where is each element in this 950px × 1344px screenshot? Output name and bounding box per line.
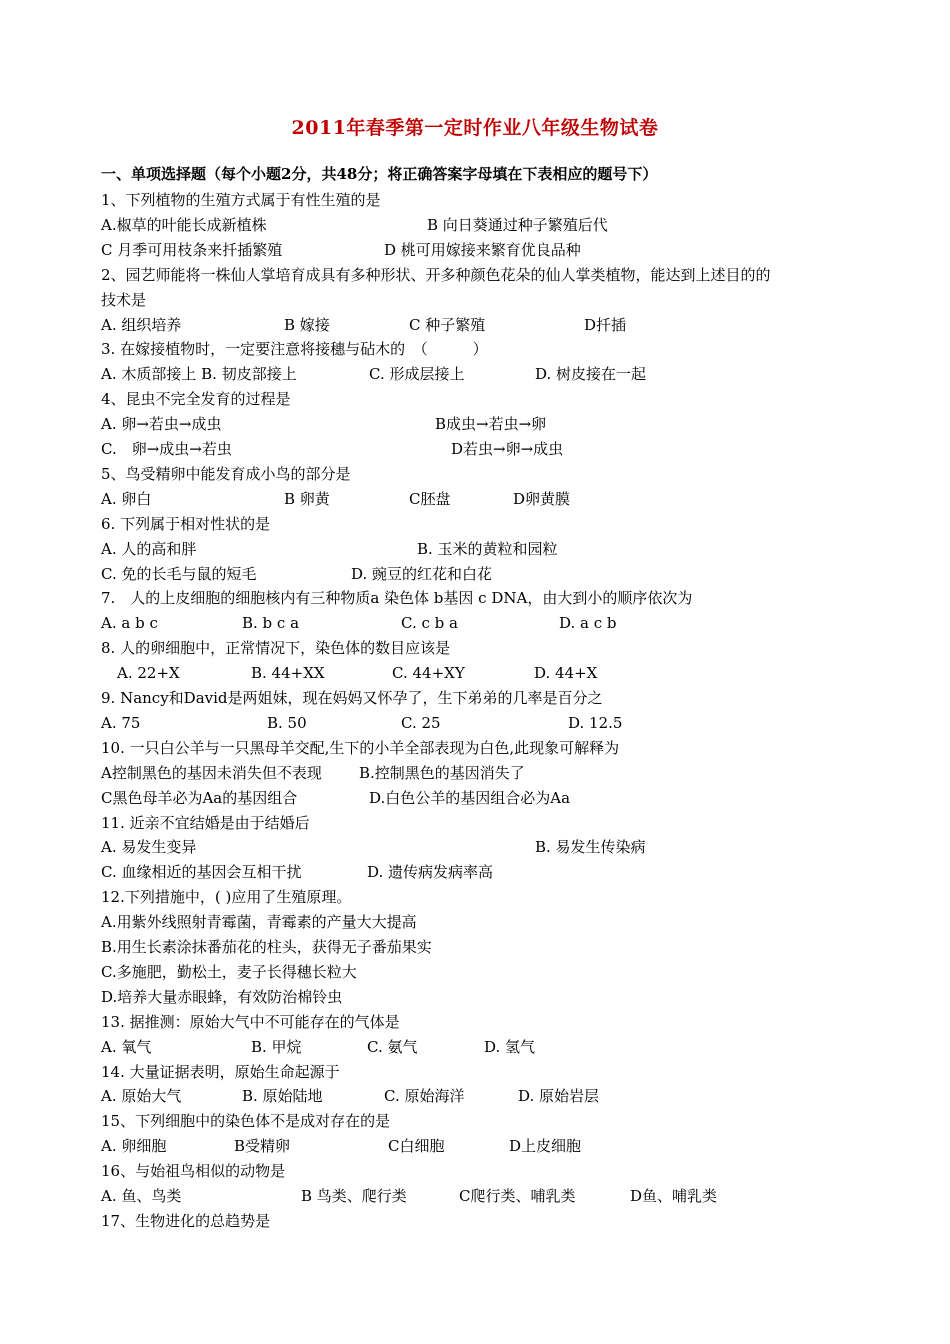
answer-option: D. a c b [559,614,617,633]
question-text: 4、昆虫不完全发育的过程是 [101,390,291,409]
answer-option: B 向日葵通过种子繁殖后代 [427,215,608,234]
answer-option: D上皮细胞 [509,1137,582,1156]
answer-option: C. 原始海洋 [384,1087,465,1106]
question-text: 2、园艺师能将一株仙人掌培育成具有多种形状、开多种颜色花朵的仙人掌类植物，能达到上述目的的 [101,265,771,284]
answer-option: D. 遗传病发病率高 [367,863,494,882]
answer-option: A. 人的高和胖 [101,539,197,558]
question-text: 12.下列措施中，( )应用了生殖原理。 [101,888,352,907]
answer-option: A. 22+X [117,664,180,683]
question-text: 11. 近亲不宜结婚是由于结婚后 [101,813,310,832]
answer-option: B. 易发生传染病 [535,838,646,857]
question-text: 技术是 [101,290,147,309]
answer-option: B 嫁接 [284,315,330,334]
answer-option: C. 卵→成虫→若虫 [101,440,232,458]
answer-option: B成虫→若虫→卵 [435,415,547,434]
answer-option: D扦插 [584,315,627,334]
answer-option: A. 卵白 [101,489,152,508]
answer-option: C. 形成层接上 [369,365,465,384]
answer-option: B 鸟类、爬行类 [301,1187,407,1205]
answer-option: A. 易发生变异 [101,838,197,857]
answer-option: A. 组织培养 [101,315,182,334]
question-text: B.用生长素涂抹番茄花的柱头，获得无子番茄果实 [101,938,432,956]
question-text: 9. Nancy和David是两姐妹，现在妈妈又怀孕了，生下弟弟的几率是百分之 [101,689,603,707]
question-text: 14. 大量证据表明，原始生命起源于 [101,1062,340,1081]
answer-option: D若虫→卵→成虫 [451,440,564,458]
answer-option: C. 44+XY [392,664,465,683]
answer-option: A控制黑色的基因未消失但不表现 [101,763,322,782]
answer-option: B.控制黑色的基因消失了 [359,763,525,782]
answer-option: A. 木质部接上 B. 韧皮部接上 [101,365,297,384]
question-text: 13. 据推测：原始大气中不可能存在的气体是 [101,1012,400,1031]
page-title: 2011年春季第一定时作业八年级生物试卷 [291,117,659,139]
answer-option: B. 原始陆地 [242,1087,323,1106]
question-text: 1、下列植物的生殖方式属于有性生殖的是 [101,191,381,209]
answer-option: D. 原始岩层 [518,1087,600,1106]
answer-option: A. 75 [101,713,141,732]
answer-option: C. 免的长毛与鼠的短毛 [101,564,257,583]
answer-option: D. 豌豆的红花和白花 [351,564,493,583]
answer-option: C爬行类、哺乳类 [459,1187,576,1205]
question-text: 17、生物进化的总趋势是 [101,1211,271,1230]
answer-option: B. 玉米的黄粒和园粒 [417,539,558,558]
answer-option: C黑色母羊必为Aa的基因组合 [101,788,298,807]
answer-option: B受精卵 [234,1137,291,1156]
question-text: 5、鸟受精卵中能发育成小鸟的部分是 [101,464,351,483]
question-text: D.培养大量赤眼蜂，有效防治棉铃虫 [101,987,343,1006]
answer-option: B. b c a [242,614,300,633]
answer-option: C 月季可用枝条来扦插繁殖 [101,240,283,259]
answer-option: B. 50 [267,713,307,732]
answer-option: C胚盘 [409,489,451,508]
answer-option: D鱼、哺乳类 [630,1187,718,1205]
answer-option: C. 氨气 [367,1037,418,1056]
answer-option: D.白色公羊的基因组合必为Aa [369,788,571,807]
answer-option: D. 12.5 [568,713,623,732]
answer-option: A. 鱼、鸟类 [101,1187,182,1205]
question-text: 15、下列细胞中的染色体不是成对存在的是 [101,1112,391,1131]
answer-option: B. 甲烷 [251,1037,302,1056]
question-text: 10. 一只白公羊与一只黑母羊交配,生下的小羊全部表现为白色,此现象可解释为 [101,738,620,757]
question-text: 3. 在嫁接植物时，一定要注意将接穗与砧木的 （ ） [101,340,488,359]
question-text: 16、与始祖鸟相似的动物是 [101,1162,286,1181]
answer-option: A.椒草的叶能长成新植株 [101,215,267,234]
answer-option: D卵黄膜 [513,489,571,508]
answer-option: C. 25 [401,713,441,732]
answer-option: A. 卵细胞 [101,1137,167,1156]
answer-option: D. 树皮接在一起 [535,365,647,384]
answer-option: C. 血缘相近的基因会互相干扰 [101,863,302,882]
answer-option: A. a b c [101,614,158,633]
answer-option: D 桃可用嫁接来繁育优良品种 [384,240,581,259]
answer-option: A. 原始大气 [101,1087,182,1106]
answer-option: D. 氢气 [484,1037,536,1056]
answer-option: B. 44+XX [251,664,325,683]
answer-option: B 卵黄 [284,489,330,508]
answer-option: C. c b a [401,614,458,633]
question-text: 7. 人的上皮细胞的细胞核内有三种物质a 染色体 b基因 c DNA，由大到小的顺序依次为 [101,589,693,608]
answer-option: A. 氧气 [101,1037,152,1056]
question-text: A.用紫外线照射青霉菌，青霉素的产量大大提高 [101,913,417,932]
question-text: C.多施肥，勤松土，麦子长得穗长粒大 [101,962,357,981]
answer-option: D. 44+X [534,664,598,683]
question-text: 8. 人的卵细胞中，正常情况下，染色体的数目应该是 [101,639,451,658]
answer-option: C 种子繁殖 [409,315,486,334]
answer-option: A. 卵→若虫→成虫 [101,415,222,434]
answer-option: C白细胞 [388,1137,445,1156]
question-text: 6. 下列属于相对性状的是 [101,514,271,533]
section-heading: 一、单项选择题（每个小题2分，共48分；将正确答案字母填在下表相应的题号下） [101,165,658,183]
